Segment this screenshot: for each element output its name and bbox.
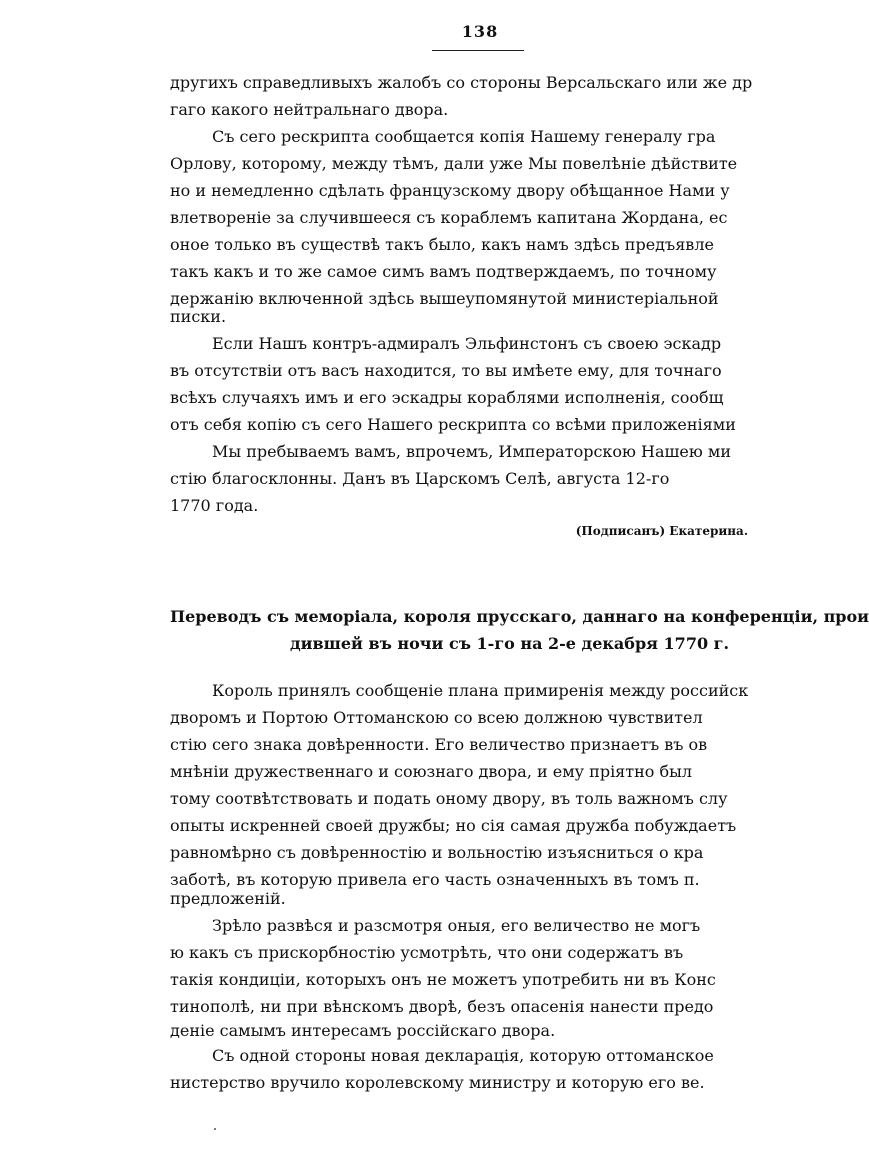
text-line: опыты искренней своей дружбы; но сія самая дружба побуждаетъ (170, 816, 737, 835)
text-line: стію благосклонны. Данъ въ Царскомъ Селѣ, августа 12-го (170, 469, 670, 488)
section-heading-line: Переводъ съ меморіала, короля прусскаго, даннаго на конференціи, прои (170, 607, 869, 626)
text-line: предложеній. (170, 889, 286, 908)
text-line: Зрѣло развѣся и разсмотря оныя, его величество не могъ (212, 916, 701, 935)
text-line: нистерство вручило королевскому министру и которую его ве. (170, 1073, 705, 1092)
text-line: тому соотвѣтствовать и подать оному двору, въ толь важномъ слу (170, 789, 728, 808)
text-line: другихъ справедливыхъ жалобъ со стороны Версальскаго или же др (170, 73, 753, 92)
text-line: оное только въ существѣ такъ было, какъ намъ здѣсь предъявле (170, 235, 714, 254)
text-line: держанію включенной здѣсь вышеупомянутой министеріальной (170, 289, 719, 308)
text-line: но и немедленно сдѣлать французскому двору обѣщанное Нами у (170, 181, 730, 200)
text-line: стію сего знака довѣренности. Его величество признаетъ въ ов (170, 735, 708, 754)
text-line: писки. (170, 307, 227, 326)
ink-speck (214, 1128, 216, 1130)
text-line: гаго какого нейтральнаго двора. (170, 100, 449, 119)
text-line: Орлову, которому, между тѣмъ, дали уже Мы повелѣніе дѣйствите (170, 154, 738, 173)
text-line: такія кондиціи, которыхъ онъ не можетъ употребить ни въ Конс (170, 970, 716, 989)
text-line: въ отсутствіи отъ васъ находится, то вы имѣете ему, для точнаго (170, 361, 722, 380)
text-line: равномѣрно съ довѣренностію и вольностію изъясниться о кра (170, 843, 704, 862)
text-line: деніе самымъ интересамъ россійскаго двора. (170, 1021, 556, 1040)
text-line: всѣхъ случаяхъ имъ и его эскадры кораблями исполненія, сообщ (170, 388, 724, 407)
text-line: ю какъ съ прискорбностію усмотрѣть, что они содержатъ въ (170, 943, 684, 962)
text-line: 1770 года. (170, 496, 259, 515)
text-line: Мы пребываемъ вамъ, впрочемъ, Императорскою Нашею ми (212, 442, 732, 461)
text-line: Съ сего рескрипта сообщается копія Нашему генералу гра (212, 127, 716, 146)
text-line: мнѣніи дружественнаго и союзнаго двора, и ему пріятно был (170, 762, 693, 781)
text-line: такъ какъ и то же самое симъ вамъ подтверждаемъ, по точному (170, 262, 717, 281)
section-heading-line: дившей въ ночи съ 1-го на 2-е декабря 1770 г. (290, 634, 730, 653)
text-line: Если Нашъ контръ-адмиралъ Эльфинстонъ съ своею эскадр (212, 334, 722, 353)
text-line: отъ себя копію съ сего Нашего рескрипта со всѣми приложеніями (170, 415, 736, 434)
text-line: тинополѣ, ни при вѣнскомъ дворѣ, безъ опасенія нанести предо (170, 997, 714, 1016)
page-number-rule (432, 50, 524, 51)
signature: (Подписанъ) Екатерина. (575, 524, 748, 538)
text-line: заботѣ, въ которую привела его часть означенныхъ въ томъ п. (170, 870, 700, 889)
text-line: Король принялъ сообщеніе плана примиренія между российск (212, 681, 749, 700)
text-line: Съ одной стороны новая декларація, которую оттоманское (212, 1046, 714, 1065)
text-line: дворомъ и Портою Оттоманскою со всею должною чувствител (170, 708, 703, 727)
page-number: 138 (461, 22, 499, 41)
text-line: влетвореніе за случившееся съ кораблемъ капитана Жордана, ес (170, 208, 728, 227)
